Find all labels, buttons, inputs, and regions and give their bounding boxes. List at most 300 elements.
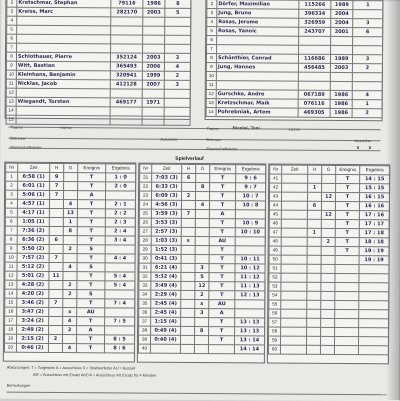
event-row [5, 271, 135, 281]
header-h: H [308, 165, 322, 174]
home-player-mark [164, 116, 190, 125]
event-h [307, 219, 321, 228]
event-g [63, 236, 77, 245]
event-h [307, 246, 321, 255]
event-h [307, 237, 321, 246]
home-player-nr: 13 [6, 97, 16, 106]
event-nr: 16 [5, 307, 17, 316]
guest-player-pass [299, 36, 331, 45]
event-nr: 43 [269, 192, 281, 201]
event-ereignis [335, 291, 359, 300]
event-row [5, 280, 135, 290]
home-player-pass: 320941 [110, 71, 142, 80]
event-row [139, 272, 265, 282]
event-nr: 1 [6, 172, 18, 181]
event-nr: 17 [5, 316, 17, 325]
event-ergebnis: 2 : 0 [106, 182, 136, 191]
home-player-year [142, 89, 164, 98]
home-player-pass: 352124 [110, 53, 142, 62]
home-player-pass [110, 116, 142, 125]
event-h [180, 344, 194, 353]
guest-player-year [330, 81, 352, 90]
event-g [195, 227, 209, 236]
home-player-year [142, 116, 164, 125]
event-ergebnis: 7 : 5 [105, 317, 135, 326]
event-nr: 49 [269, 246, 281, 255]
guest-roster-body [206, 0, 383, 118]
event-zeit: 0:46 (2) [16, 343, 48, 352]
event-g: 13 [63, 209, 77, 218]
home-player-name: Schlothauer, Pierre [16, 52, 110, 62]
event-ereignis [335, 282, 359, 291]
event-h: 11 [49, 271, 63, 280]
event-zeit: 2:45 (4) [151, 299, 181, 308]
home-player-mark [165, 17, 191, 26]
event-ereignis: T [209, 327, 235, 336]
home-roster-body [6, 0, 191, 125]
event-ereignis: T [209, 318, 235, 327]
event-g [195, 254, 209, 263]
event-ergebnis: 18 : 18 [359, 238, 389, 247]
event-ergebnis: 10 : 11 [235, 255, 265, 264]
event-ereignis: T [336, 183, 360, 192]
event-g [64, 182, 78, 191]
guest-player-pass: 243707 [299, 27, 331, 36]
event-h [181, 308, 195, 317]
event-g: 2 [63, 326, 77, 335]
guest-player-nr: 10 [206, 72, 216, 81]
event-ergebnis [359, 319, 389, 328]
home-player-mark: 3 [164, 53, 190, 62]
event-g [195, 218, 209, 227]
event-ereignis: T [77, 281, 105, 290]
event-g: 2 [195, 290, 209, 299]
event-h [181, 254, 195, 263]
event-row [5, 235, 135, 245]
event-nr: 39 [138, 335, 150, 344]
home-player-year: 2007 [142, 80, 164, 89]
event-row [139, 317, 265, 327]
event-nr: 6 [5, 217, 17, 226]
event-nr: 9 [5, 244, 17, 253]
event-g: 5 [195, 272, 209, 281]
event-h [181, 326, 195, 335]
event-zeit: 0:41 (3) [151, 254, 181, 263]
header-ereignis: Ereignis [336, 165, 360, 174]
event-g: 2 [63, 245, 77, 254]
guest-player-year [331, 36, 353, 45]
event-g [322, 183, 336, 192]
bemerkungen-label: Bemerkungen [6, 383, 31, 388]
event-ereignis: T [209, 201, 235, 210]
guest-player-mark: 1 [352, 100, 382, 109]
home-player-year: 2003 [142, 53, 164, 62]
event-h [49, 208, 63, 217]
guest-player-year: 1986 [330, 99, 352, 108]
event-ereignis: A [209, 210, 235, 219]
event-nr: 40 [138, 344, 150, 353]
event-g: 4 [63, 263, 77, 272]
event-ereignis: T [77, 227, 105, 236]
event-g: 1 [63, 218, 77, 227]
event-h [307, 210, 321, 219]
event-ereignis [334, 345, 358, 354]
event-ereignis: T [76, 344, 104, 353]
home-player-year: 1971 [142, 98, 164, 107]
guest-player-nr: 7 [207, 45, 217, 54]
event-zeit: 6:01 (1) [18, 181, 50, 190]
event-ergebnis: 1 : 0 [106, 173, 136, 182]
home-player-nr: 10 [6, 70, 16, 79]
event-ereignis [335, 255, 359, 264]
event-row [268, 345, 388, 355]
event-row [140, 182, 266, 192]
event-ereignis: AU [77, 308, 105, 317]
event-g [62, 335, 76, 344]
event-ergebnis: 7 : 4 [105, 299, 135, 308]
guest-player-pass [298, 81, 330, 90]
event-row [5, 199, 135, 209]
event-row [5, 262, 135, 272]
event-ereignis: T [77, 254, 105, 263]
home-player-mark [164, 107, 190, 116]
event-zeit: 3:24 (2) [17, 316, 49, 325]
home-player-nr: 3 [7, 7, 17, 16]
event-g [320, 336, 334, 345]
home-player-pass: 469177 [110, 98, 142, 107]
home-player-mark [165, 35, 191, 44]
event-h [308, 174, 322, 183]
event-zeit [281, 327, 307, 336]
event-ergebnis [235, 300, 265, 309]
event-h [181, 290, 195, 299]
home-player-mark: 2 [164, 71, 190, 80]
guest-player-nr: 9 [206, 63, 216, 72]
spielverlauf-table-2 [138, 164, 266, 355]
event-h: 9 [50, 172, 64, 181]
home-player-pass: 365493 [110, 62, 142, 71]
event-h [307, 192, 321, 201]
guest-player-nr: 4 [207, 18, 217, 27]
event-nr: 38 [139, 326, 151, 335]
event-nr: 23 [139, 191, 151, 200]
guest-player-name: Pohrebniak, Artem [216, 108, 298, 118]
event-zeit [281, 228, 307, 237]
event-row [5, 298, 135, 308]
event-ereignis: T [209, 282, 235, 291]
event-h [49, 199, 63, 208]
header-zeit: Zeit [282, 165, 308, 174]
event-zeit: 3:47 (2) [17, 307, 49, 316]
event-zeit: 3:59 (3) [151, 209, 181, 218]
event-zeit [282, 183, 308, 192]
event-zeit: 3:46 (2) [17, 298, 49, 307]
event-ergebnis [235, 309, 265, 318]
event-zeit: 6:09 (3) [151, 191, 181, 200]
event-zeit [281, 201, 307, 210]
event-h [307, 264, 321, 273]
event-zeit [281, 273, 307, 282]
home-player-year [143, 17, 165, 26]
event-zeit: 4:17 (1) [17, 208, 49, 217]
event-h [181, 299, 195, 308]
event-ergebnis: 10 : 8 [235, 201, 265, 210]
home-player-nr: 15 [6, 115, 16, 124]
home-player-year [143, 26, 165, 35]
event-zeit [281, 300, 307, 309]
event-g [321, 255, 335, 264]
event-nr: 28 [139, 236, 151, 245]
event-g [195, 317, 209, 326]
event-zeit: 5:32 (4) [151, 272, 181, 281]
event-nr: 8 [5, 235, 17, 244]
event-ergebnis [235, 237, 265, 246]
guest-player-row [206, 108, 382, 118]
event-h: 7 [50, 181, 64, 190]
event-zeit: 0:49 (4) [151, 326, 181, 335]
event-g [64, 173, 78, 182]
event-zeit [281, 210, 307, 219]
event-ergebnis: 11 : 12 [235, 273, 265, 282]
event-ereignis: T [209, 228, 235, 237]
event-h: 7 [181, 209, 195, 218]
home-player-pass [111, 17, 143, 26]
mannschaftsleiter-label-right: Mannschaftsleiter [206, 146, 238, 152]
header-ereignis: Ereignis [210, 165, 236, 174]
event-zeit [281, 192, 307, 201]
event-g [321, 246, 335, 255]
home-player-year [142, 107, 164, 116]
event-h [307, 282, 321, 291]
event-ergebnis: 17 : 18 [359, 229, 389, 238]
guest-player-mark: 2 [352, 109, 382, 118]
home-player-mark [165, 44, 191, 53]
event-row [139, 326, 265, 336]
event-row [138, 335, 264, 345]
event-row [139, 191, 265, 201]
event-ereignis: T [335, 228, 359, 237]
event-row [6, 181, 136, 191]
guest-player-mark [353, 10, 383, 19]
betreuer-label-right: Betreuer [206, 137, 222, 143]
event-nr: 14 [5, 289, 17, 298]
event-nr: 58 [269, 327, 281, 336]
event-h: x [181, 236, 195, 245]
event-ereignis [335, 309, 359, 318]
event-nr: 22 [140, 182, 152, 191]
event-zeit [281, 291, 307, 300]
event-nr: 20 [4, 343, 16, 352]
event-zeit [280, 336, 306, 345]
event-ereignis: T [209, 273, 235, 282]
event-nr: 55 [269, 300, 281, 309]
event-ereignis: T [77, 272, 105, 281]
event-row [5, 289, 135, 299]
guest-player-pass: 116686 [298, 54, 330, 63]
header-h: H [182, 164, 196, 173]
event-zeit: 2:49 (2) [17, 325, 49, 334]
event-ergebnis: 8 : 5 [104, 335, 134, 344]
home-player-nr: 11 [6, 79, 16, 88]
event-nr: 47 [269, 228, 281, 237]
guest-player-pass: 469305 [298, 108, 330, 117]
guest-player-mark [353, 37, 383, 46]
event-zeit: 1:05 (1) [17, 217, 49, 226]
event-ereignis: T [335, 210, 359, 219]
event-zeit: 4:20 (2) [17, 289, 49, 298]
home-player-name: Kreiss, Marc [17, 7, 111, 17]
home-player-name [16, 115, 110, 125]
event-zeit: 5:06 (1) [18, 190, 50, 199]
event-ergebnis [359, 310, 389, 319]
event-g: 12 [321, 192, 335, 201]
event-nr: 18 [5, 325, 17, 334]
guest-player-nr: 11 [206, 81, 216, 90]
event-ereignis: T [210, 174, 236, 183]
guest-player-pass: 326959 [299, 18, 331, 27]
event-g: 4 [63, 317, 77, 326]
event-ergebnis: 2 : 4 [105, 227, 135, 236]
event-zeit [280, 345, 306, 354]
event-h [181, 263, 195, 272]
event-ergebnis [105, 191, 135, 200]
event-ereignis: T [335, 237, 359, 246]
guest-player-mark: 4 [352, 91, 382, 100]
guest-player-name: Rosas, Jerome [217, 18, 299, 28]
event-ereignis: T [208, 336, 234, 345]
event-zeit: 4:28 (2) [17, 280, 49, 289]
event-g [194, 335, 208, 344]
event-ereignis: T [209, 291, 235, 300]
event-row [5, 253, 135, 263]
home-roster-sheet [5, 0, 192, 120]
event-ereignis [335, 327, 359, 336]
event-ereignis: T [335, 246, 359, 255]
guest-player-nr: 3 [207, 9, 217, 18]
event-ergebnis: 5 : 4 [105, 272, 135, 281]
event-h [307, 291, 321, 300]
guest-player-name: Jung, Bruno [217, 9, 299, 19]
event-ergebnis: 16 : 16 [359, 202, 389, 211]
home-player-pass [111, 44, 143, 53]
home-roster-table [6, 0, 192, 126]
event-g: 3 [195, 263, 209, 272]
event-ergebnis: 2 : 2 [105, 209, 135, 218]
event-zeit: 5:50 (2) [17, 244, 49, 253]
guest-player-nr: 6 [207, 36, 217, 45]
event-h [181, 272, 195, 281]
event-zeit: 7:03 (3) [152, 173, 182, 182]
event-g [321, 264, 335, 273]
event-ereignis: S [77, 290, 105, 299]
event-nr: 27 [139, 227, 151, 236]
event-nr: 13 [5, 280, 17, 289]
event-nr: 30 [139, 254, 151, 263]
event-ereignis [335, 300, 359, 309]
home-player-year [143, 35, 165, 44]
event-h [49, 307, 63, 316]
event-row [139, 245, 265, 255]
spielverlauf-block-1 [3, 162, 136, 363]
event-ereignis: T [78, 182, 106, 191]
event-zeit [281, 255, 307, 264]
event-ergebnis: 17 : 17 [359, 220, 389, 229]
event-row [139, 209, 265, 219]
event-g [320, 345, 334, 354]
event-ergebnis: 16 : 15 [359, 193, 389, 202]
guest-roster-sheet [205, 0, 384, 121]
guest-player-mark [352, 73, 382, 82]
guest-player-name: Jung, Hannes [216, 63, 298, 73]
guest-player-name: Dörfer, Maximilian [217, 0, 299, 9]
guest-player-mark: 1 [353, 1, 383, 10]
home-player-mark [164, 98, 190, 107]
event-zeit: 0:40 (4) [150, 335, 180, 344]
event-zeit: 2:45 (4) [151, 308, 181, 317]
home-player-year [143, 44, 165, 53]
ausweise-label-right: Ausweise [354, 138, 372, 144]
event-h: 1 [308, 183, 322, 192]
event-zeit: 6:33 (3) [152, 182, 182, 191]
event-ergebnis [359, 283, 389, 292]
event-h [49, 262, 63, 271]
event-ergebnis: 15 : 15 [360, 184, 390, 193]
event-nr: 59 [268, 336, 280, 345]
event-zeit [281, 246, 307, 255]
home-player-mark: 8 [165, 0, 191, 8]
event-g [195, 236, 209, 245]
event-g [195, 245, 209, 254]
event-h [182, 182, 196, 191]
event-g [321, 300, 335, 309]
event-g: 4 [62, 344, 76, 353]
event-ereignis: S [77, 263, 105, 272]
event-ergebnis [105, 308, 135, 317]
header-zeit: Zeit [18, 163, 50, 172]
header-ergebnis: Ergebnis [236, 165, 266, 174]
event-ergebnis: 11 : 13 [235, 282, 265, 291]
event-h: 7 [49, 253, 63, 262]
event-zeit: 6:58 (1) [18, 172, 50, 181]
event-ergebnis [105, 326, 135, 335]
trainer-label-right: Trainer [206, 126, 220, 132]
event-h [49, 325, 63, 334]
event-h [181, 245, 195, 254]
event-h [307, 300, 321, 309]
event-ereignis: A [77, 326, 105, 335]
event-zeit [282, 174, 308, 183]
event-ereignis: T [209, 219, 235, 228]
event-ereignis: T [335, 219, 359, 228]
spielverlauf-body-3 [268, 174, 389, 355]
event-g [321, 228, 335, 237]
lizenz-label-right: Lizenz [288, 126, 301, 132]
event-nr: 53 [269, 282, 281, 291]
guest-player-year: 2003 [330, 63, 352, 72]
home-player-nr: 5 [7, 25, 17, 34]
event-ereignis: T [77, 218, 105, 227]
guest-player-year: 2004 [331, 9, 353, 18]
event-ergebnis: 9 : 7 [236, 183, 266, 192]
event-g: x [195, 299, 209, 308]
header-h: H [50, 163, 64, 172]
guest-player-mark: 3 [352, 55, 382, 64]
event-row [6, 172, 136, 182]
event-ereignis: T [209, 192, 235, 201]
event-g: 3 [195, 308, 209, 317]
event-ereignis: AU [209, 237, 235, 246]
event-ergebnis: 5 : 4 [105, 281, 135, 290]
